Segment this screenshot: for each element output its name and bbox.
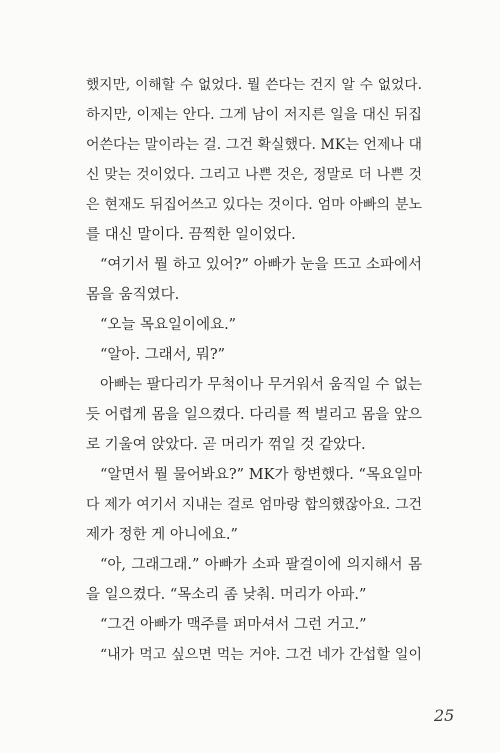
text-line-5: 은 현재도 뒤집어쓰고 있다는 것이다. 엄마 아빠의 분노 bbox=[86, 197, 422, 213]
text-line-13: 로 기울여 앉았다. 곧 머리가 꺾일 것 같았다. bbox=[86, 437, 366, 453]
text-line-19: “그건 아빠가 맥주를 퍼마셔서 그런 거고.” bbox=[100, 617, 367, 633]
text-line-7: “여기서 뭘 하고 있어?” 아빠가 눈을 뜨고 소파에서 bbox=[100, 257, 422, 273]
text-line-14: “알면서 뭘 물어봐요?” MK가 항변했다. “목요일마 bbox=[100, 467, 422, 483]
text-line-4: 신 맞는 것이었다. 그리고 나쁜 것은, 정말로 더 나쁜 것 bbox=[86, 167, 422, 183]
text-line-15: 다 제가 여기서 지내는 걸로 엄마랑 합의했잖아요. 그건 bbox=[86, 497, 422, 513]
text-line-6: 를 대신 말이다. 끔찍한 일이었다. bbox=[86, 227, 296, 243]
text-line-12: 듯 어렵게 몸을 일으켰다. 다리를 쩍 벌리고 몸을 앞으 bbox=[86, 407, 422, 423]
text-line-1: 했지만, 이해할 수 없었다. 뭘 쓴다는 건지 알 수 없었다. bbox=[86, 77, 422, 93]
text-line-8: 몸을 움직였다. bbox=[86, 287, 180, 303]
text-line-3: 어쓴다는 말이라는 걸. 그건 확실했다. MK는 언제나 대 bbox=[86, 137, 422, 153]
text-line-17: “아, 그래그래.” 아빠가 소파 팔걸이에 의지해서 몸 bbox=[100, 557, 422, 573]
text-line-11: 아빠는 팔다리가 무척이나 무거워서 움직일 수 없는 bbox=[100, 377, 422, 393]
text-line-16: 제가 정한 게 아니에요.” bbox=[86, 527, 238, 543]
text-line-9: “오늘 목요일이에요.” bbox=[100, 317, 237, 333]
text-line-18: 을 일으켰다. “목소리 좀 낮춰. 머리가 아파.” bbox=[86, 587, 367, 603]
text-line-20: “내가 먹고 싶으면 먹는 거야. 그건 네가 간섭할 일이 bbox=[100, 647, 422, 663]
body-text bbox=[86, 70, 422, 670]
text-line-10: “알아. 그래서, 뭐?” bbox=[100, 347, 226, 363]
page-number: 25 bbox=[434, 706, 455, 725]
text-line-2: 하지만, 이제는 안다. 그게 남이 저지른 일을 대신 뒤집 bbox=[86, 107, 422, 123]
